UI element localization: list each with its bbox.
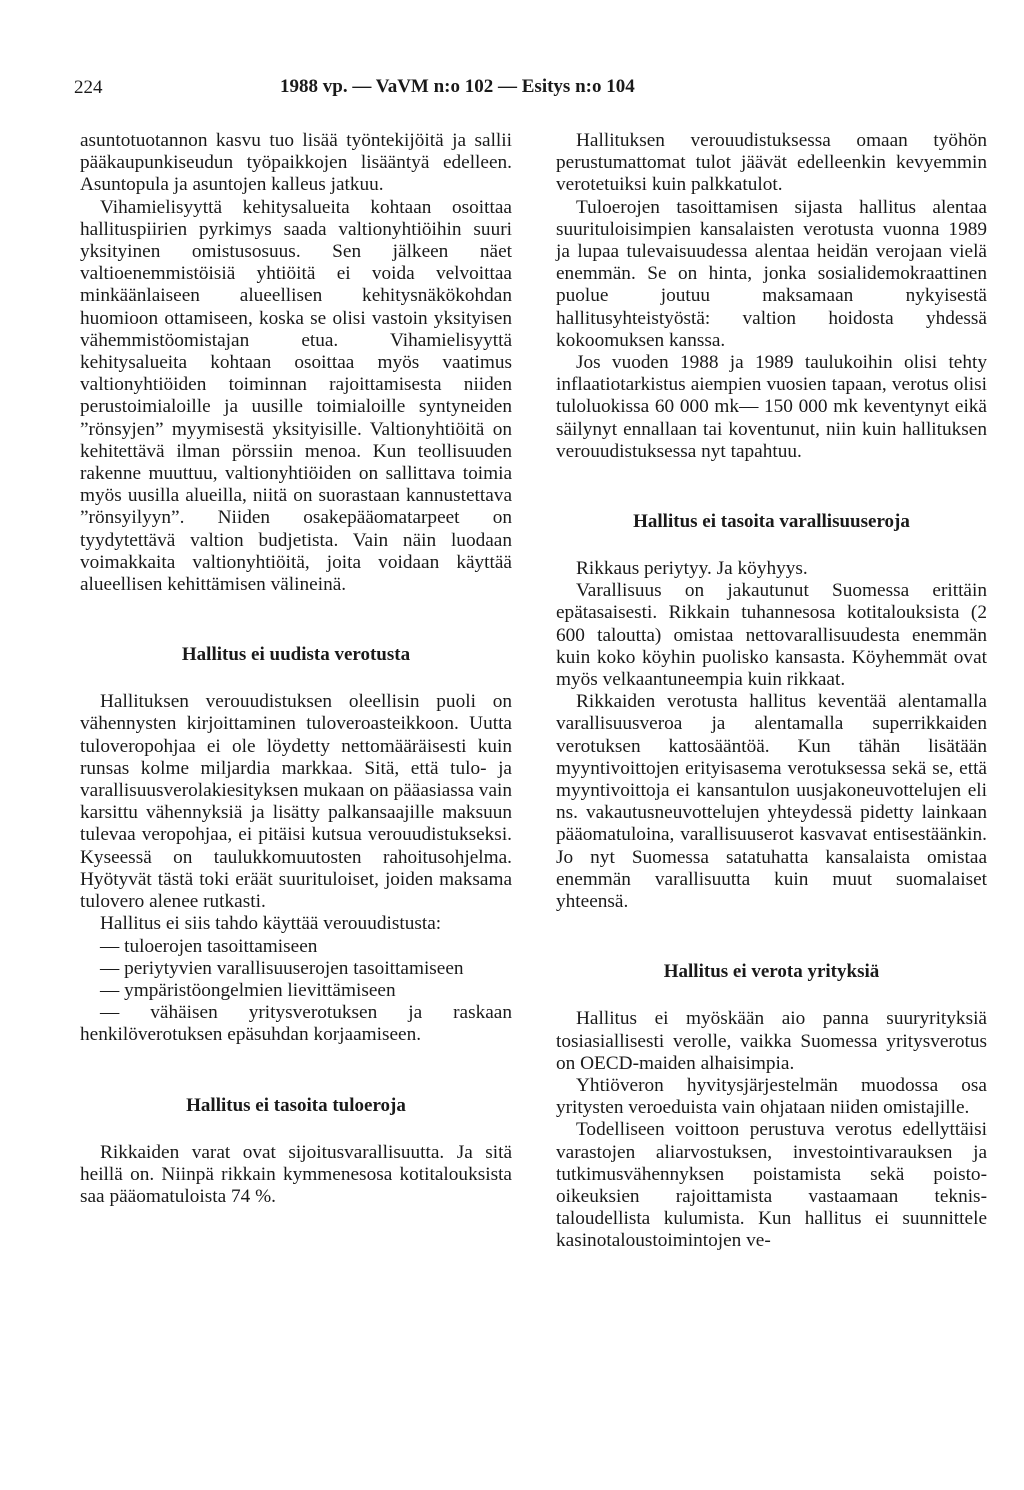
paragraph: Hallituksen verouudistuksessa omaan työhön perustumattomat tulot jäävät edelleenkin kevyemmin verotetuiksi kuin palkkatulot. xyxy=(556,130,987,196)
paragraph: Jos vuoden 1988 ja 1989 taulukoihin olisi tehty inflaatiotarkistus aiempien vuosien tapaan, verotus olisi tuloluokissa 60 000 mk— 150 000 mk keventynyt eikä säilynyt ennallaan tai koventunut, niin kuin hallituksen verouudistuksessa nyt tapahtuu. xyxy=(556,352,987,462)
right-column xyxy=(556,130,987,1253)
section-heading: Hallitus ei tasoita varallisuuseroja xyxy=(633,511,910,533)
list-item: — ympäristöongelmien lievittämiseen xyxy=(100,979,396,1001)
section-heading: Hallitus ei tasoita tuloeroja xyxy=(186,1094,406,1116)
paragraph: Hallitus ei myöskään aio panna suuryrityksiä tosiasiallisesti verolle, vaikka Suomessa yritysverotus on OECD-maiden alhaisimpia. xyxy=(556,1008,987,1074)
list-item: — vähäisen yritysverotuksen ja raskaan henkilöverotuksen epäsuhdan korjaamiseen. xyxy=(80,1002,512,1046)
list-item: — periytyvien varallisuuserojen tasoittamiseen xyxy=(100,957,464,979)
running-header: 1988 vp. — VaVM n:o 102 — Esitys n:o 104 xyxy=(280,76,635,97)
section-heading: Hallitus ei verota yrityksiä xyxy=(663,961,880,983)
paragraph: Vihamielisyyttä kehitysalueita kohtaan osoittaa hallituspiirien pyrkimys saada valtionyhtiöihin suuri yksityinen omistusosuus. Sen jälkeen näet valtioenemmistöisiä yhtiöitä ei voida velvoittaa minkäänlaiseen alueellisen kehitysnäkökohdan huomioon ottamiseen, koska se olisi vastoin yksityisen vähemmistöomistajan etua. Vihamielisyyttä kehitysalueita kohtaan osoittaa myös vaatimus valtionyhtiöiden toiminnan rajoittamisesta niiden perustoimialoille ja uusille toimialoille syntyneiden ”rönsyjen” myymisestä yksityisille. Valtionyhtiöitä on kehitettävä ilman pörssiin menoa. Kun teollisuuden rakenne muuttuu, valtionyhtiöiden on sallittava toimia myös uusilla alueilla, niitä on suorastaan kannustettava ”rönsyilyyn”. Niiden osakepääomatarpeet on tyydytettävä valtion budjetista. Vain näin luodaan voimakkaita valtionyhtiöitä, joita voidaan käyttää alueellisen kehittämisen välineinä. xyxy=(80,196,512,596)
paragraph: Rikkaiden verotusta hallitus keventää alentamalla varallisuusveroa ja alentamalla superrikkaiden verotuksen kattosääntöä. Kun tähän lisätään myyntivoittojen erityisasema verotuksessa sekä se, että myyntivoittoja ei kansantulon uusjakoneuvottelujen eli ns. vakautusneuvottelujen yhteydessä pidetty lainkaan pääomatuloina, varallisuuserot kasvavat entisestäänkin. Jo nyt Suomessa satatuhatta kansalaista omistaa enemmän varallisuutta kuin muut suomalaiset yhteensä. xyxy=(556,691,987,913)
paragraph: Rikkaus periytyy. Ja köyhyys. xyxy=(576,558,808,580)
left-column xyxy=(80,130,512,1208)
paragraph: Hallitus ei siis tahdo käyttää verouudistusta: xyxy=(100,913,442,935)
page-number: 224 xyxy=(74,77,103,98)
list-item: — tuloerojen tasoittamiseen xyxy=(100,935,318,957)
paragraph: Varallisuus on jakautunut Suomessa erittäin epätasaisesti. Rikkain tuhannesosa kotitalouksista (2 600 taloutta) omistaa nettovarallisuudesta enemmän kuin koko köyhin puolisko kansasta. Köyhemmät ovat myös velkaantuneempia kuin rikkaat. xyxy=(556,580,987,691)
paragraph: Yhtiöveron hyvitysjärjestelmän muodossa osa yritysten veroeduista vain ohjataan niiden omistajille. xyxy=(556,1074,987,1119)
paragraph: asuntotuotannon kasvu tuo lisää työntekijöitä ja sallii pääkaupunkiseudun työpaikkojen lisääntyä edelleen. Asuntopula ja asuntojen kalleus jatkuu. xyxy=(80,130,512,196)
paragraph: Tuloerojen tasoittamisen sijasta hallitus alentaa suurituloisimpien kansalaisten verotusta vuonna 1989 ja lupaa tulevaisuudessa alentaa heidän verojaan vielä enemmän. Se on hinta, jonka sosialidemokraattinen puolue joutuu maksamaan nykyisestä hallitusyhteistyöstä: valtion hoidosta yhdessä kokoomuksen kanssa. xyxy=(556,196,987,351)
paragraph: Rikkaiden varat ovat sijoitusvarallisuutta. Ja sitä heillä on. Niinpä rikkain kymmenesosa kotitalouksista saa pääomatuloista 74 %. xyxy=(80,1141,512,1207)
section-heading: Hallitus ei uudista verotusta xyxy=(181,644,411,666)
paragraph: Hallituksen verouudistuksen oleellisin puoli on vähennysten kirjoittaminen tuloveroasteikkoon. Uutta tuloveropohjaa ei ole löydetty nettomääräisesti kuin runsas kolme miljardia markkaa. Sitä, että tulo- ja varallisuusverolakiesityksen mukaan on pääasiassa vain karsittu vähennyksiä ja lisätty palkansaajille maksuun tulevaa veropohjaa, ei pitäisi kutsua verouudistukseksi. Kyseessä on taulukkomuutosten rahoitusohjelma. Hyötyvät tästä toki eräät suurituloiset, joiden maksama tulovero alenee rutkasti. xyxy=(80,691,512,913)
paragraph: Todelliseen voittoon perustuva verotus edellyttäisi varastojen aliarvostuksen, investointivarauksen ja tutkimusvähennyksen poistamista sekä poisto-oikeuksien rajoittamista vastaamaan teknis-taloudellista kulumista. Kun hallitus ei suunnittele kasinotaloustoimintojen ve- xyxy=(556,1119,987,1252)
